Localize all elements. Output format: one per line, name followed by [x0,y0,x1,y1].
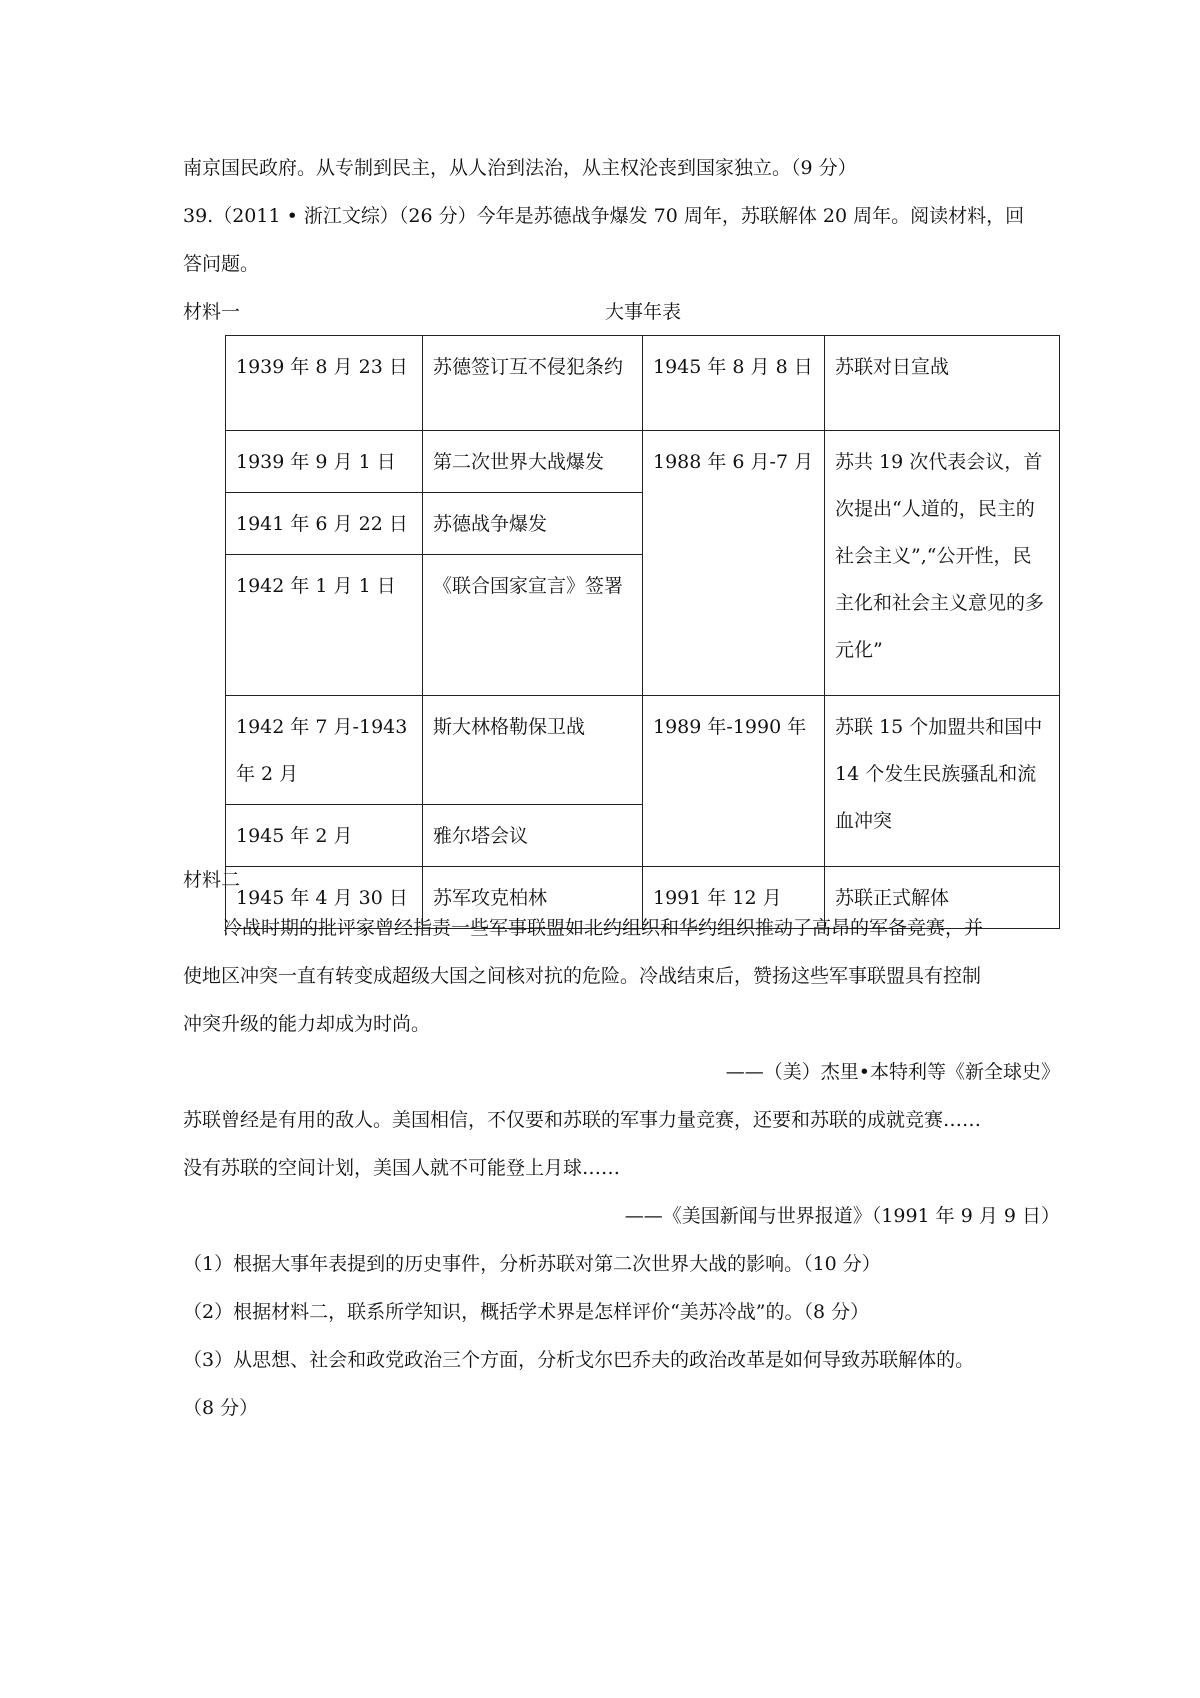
event-cell: 《联合国家宣言》签署 [423,555,643,696]
date-cell: 1989 年-1990 年 [643,696,825,867]
table-row [226,696,1060,805]
event-cell: 苏联正式解体 [825,867,1060,929]
material2-label: 材料二 [183,869,241,891]
event-cell: 苏德战争爆发 [423,493,643,555]
question-39-line2: 答问题。 [183,253,260,275]
subquestion-3: （3）从思想、社会和政党政治三个方面，分析戈尔巴乔夫的政治改革是如何导致苏联解体的。 [183,1349,975,1371]
date-cell: 1991 年 12 月 [643,867,825,929]
material2-para1-line2: 使地区冲突一直有转变成超级大国之间核对抗的危险。冷战结束后，赞扬这些军事联盟具有控制 [183,965,982,987]
material2-para2-line2: 没有苏联的空间计划，美国人就不可能登上月球…… [183,1157,621,1179]
date-cell: 1942 年 7 月-1943 年 2 月 [226,696,423,805]
event-cell: 苏联 15 个加盟共和国中 14 个发生民族骚乱和流血冲突 [825,696,1060,867]
date-cell: 1945 年 4 月 30 日 [226,867,423,929]
subquestion-3-points: （8 分） [183,1397,259,1419]
date-cell: 1988 年 6 月-7 月 [643,431,825,696]
material2-source2: ——《美国新闻与世界报道》（1991 年 9 月 9 日） [624,1205,1060,1227]
event-cell: 第二次世界大战爆发 [423,431,643,493]
date-cell: 1939 年 8 月 23 日 [226,336,423,431]
subquestion-1: （1）根据大事年表提到的历史事件，分析苏联对第二次世界大战的影响。（10 分） [183,1253,881,1275]
material2-source1: ——（美）杰里•本特利等《新全球史》 [725,1061,1060,1083]
material2-para1-line1: 冷战时期的批评家曾经指责一些军事联盟如北约组织和华约组织推动了高昂的军备竞赛，并 [223,917,984,939]
table-row [226,336,1060,431]
event-cell: 苏德签订互不侵犯条约 [423,336,643,431]
table-row [226,431,1060,493]
event-cell: 雅尔塔会议 [423,805,643,867]
question-39-line1: 39.（2011 • 浙江文综）（26 分）今年是苏德战争爆发 70 周年，苏联解体 20 周年。阅读材料，回 [183,205,1025,227]
event-cell: 苏联对日宣战 [825,336,1060,431]
date-cell: 1941 年 6 月 22 日 [226,493,423,555]
material2-para1-line3: 冲突升级的能力却成为时尚。 [183,1013,431,1035]
continued-answer-line: 南京国民政府。从专制到民主，从人治到法治，从主权沦丧到国家独立。（9 分） [183,157,857,179]
subquestion-2: （2）根据材料二，联系所学知识，概括学术界是怎样评价“美苏冷战”的。（8 分） [183,1301,870,1323]
event-cell: 苏共 19 次代表会议，首次提出“人道的，民主的社会主义”,“公开性，民主化和社会主义意见的多元化” [825,431,1060,696]
event-cell: 斯大林格勒保卫战 [423,696,643,805]
date-cell: 1939 年 9 月 1 日 [226,431,423,493]
date-cell: 1942 年 1 月 1 日 [226,555,423,696]
material2-para2-line1: 苏联曾经是有用的敌人。美国相信，不仅要和苏联的军事力量竞赛，还要和苏联的成就竞赛…… [183,1109,982,1131]
material1-label: 材料一 [183,301,241,323]
event-cell: 苏军攻克柏林 [423,867,643,929]
date-cell: 1945 年 8 月 8 日 [643,336,825,431]
timeline-title: 大事年表 [605,301,682,323]
date-cell: 1945 年 2 月 [226,805,423,867]
timeline-table [225,335,1060,929]
